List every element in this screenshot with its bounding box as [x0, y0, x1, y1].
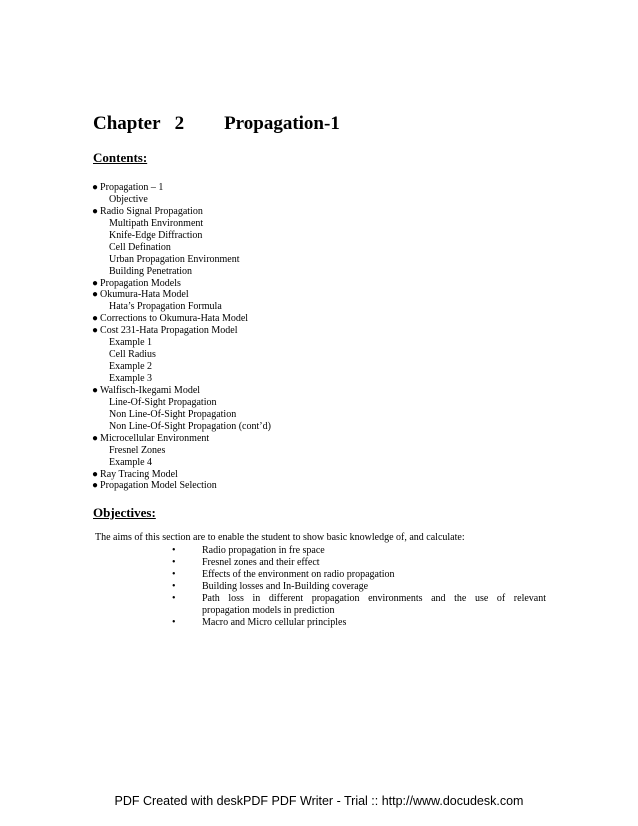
contents-item — [92, 421, 271, 433]
contents-item-label: Fresnel Zones — [109, 444, 166, 456]
contents-item-label: Example 1 — [109, 337, 153, 349]
contents-item-label: Propagation – 1 — [100, 182, 164, 193]
contents-item-label: Propagation Model Selection — [100, 480, 217, 492]
objective-text: Fresnel zones and their effect — [202, 557, 320, 568]
contents-item — [92, 242, 271, 254]
contents-item — [92, 433, 271, 445]
objective-text: Building losses and In-Building coverage — [202, 581, 369, 592]
contents-item-label: Microcellular Environment — [100, 432, 210, 444]
bullet-icon: ● — [92, 480, 99, 492]
contents-item-label: Okumura-Hata Model — [100, 289, 189, 301]
contents-item — [92, 254, 271, 266]
chapter-number: 2 — [174, 113, 185, 134]
contents-item-label: Cell Radius — [109, 349, 156, 361]
bullet-icon: • — [172, 545, 176, 556]
bullet-icon: ● — [92, 384, 99, 396]
objective-text — [202, 593, 546, 617]
chapter-title — [93, 113, 340, 135]
objective-text: Macro and Micro cellular principles — [202, 617, 347, 628]
bullet-icon: ● — [92, 313, 99, 325]
bullet-icon: • — [172, 581, 176, 592]
contents-item-label: Example 3 — [109, 373, 153, 384]
bullet-icon: ● — [92, 289, 99, 301]
chapter-label: Chapter — [93, 113, 161, 134]
contents-item — [92, 301, 271, 313]
objective-text: Radio propagation in fre space — [202, 545, 325, 556]
contents-item-label: Ray Tracing Model — [100, 468, 178, 480]
contents-item-label: Hata’s Propagation Formula — [109, 301, 222, 313]
bullet-icon: ● — [92, 325, 99, 337]
contents-item — [92, 194, 271, 206]
objectives-intro: The aims of this section are to enable the student to show basic knowledge of, and calculate: — [95, 532, 465, 543]
contents-item — [92, 289, 271, 301]
objective-item — [172, 593, 546, 617]
contents-item-label: Objective — [109, 193, 148, 205]
bullet-icon: ● — [92, 468, 99, 480]
bullet-icon: • — [172, 593, 176, 604]
objective-text: Effects of the environment on radio propagation — [202, 569, 395, 580]
contents-item-label: Line-Of-Sight Propagation — [109, 396, 217, 408]
contents-item — [92, 469, 271, 481]
objective-item — [172, 569, 546, 581]
contents-item-label: Radio Signal Propagation — [100, 205, 203, 217]
objective-text-line: propagation models in prediction — [202, 605, 335, 616]
objectives-heading: Objectives: — [93, 505, 156, 520]
contents-list — [92, 182, 271, 492]
bullet-icon: ● — [92, 205, 99, 217]
contents-item-label: Non Line-Of-Sight Propagation (cont’d) — [109, 420, 271, 432]
contents-item-label: Corrections to Okumura-Hata Model — [100, 313, 249, 325]
objective-item — [172, 581, 546, 593]
contents-item — [92, 445, 271, 457]
contents-item — [92, 313, 271, 325]
contents-item — [92, 182, 271, 194]
contents-item — [92, 278, 271, 290]
contents-item-label: Cell Defination — [109, 241, 171, 253]
objective-text-line: Path loss in different propagation environments and the use of relevant — [202, 593, 546, 604]
contents-item — [92, 266, 271, 278]
contents-item-label: Knife-Edge Diffraction — [109, 229, 203, 241]
bullet-icon: • — [172, 617, 176, 628]
contents-item-label: Non Line-Of-Sight Propagation — [109, 408, 237, 420]
contents-item-label: Cost 231-Hata Propagation Model — [100, 325, 238, 337]
contents-item — [92, 409, 271, 421]
contents-item — [92, 325, 271, 337]
contents-item — [92, 457, 271, 469]
contents-item-label: Walfisch-Ikegami Model — [100, 384, 201, 396]
contents-item — [92, 349, 271, 361]
contents-item — [92, 480, 271, 492]
objective-item — [172, 545, 546, 557]
contents-item-label: Example 2 — [109, 361, 153, 373]
contents-item — [92, 397, 271, 409]
contents-item-label: Propagation Models — [100, 277, 181, 289]
contents-item — [92, 385, 271, 397]
objective-item — [172, 617, 546, 629]
contents-item — [92, 373, 271, 385]
bullet-icon: ● — [92, 182, 99, 193]
objective-item — [172, 557, 546, 569]
contents-item-label: Multipath Environment — [109, 217, 204, 229]
bullet-icon: • — [172, 557, 176, 568]
contents-item-label: Building Penetration — [109, 265, 193, 277]
bullet-icon: ● — [92, 277, 99, 289]
contents-item — [92, 230, 271, 242]
contents-heading: Contents: — [93, 150, 148, 165]
contents-item — [92, 206, 271, 218]
contents-item — [92, 337, 271, 349]
chapter-name: Propagation-1 — [224, 113, 340, 134]
objectives-list — [172, 545, 546, 629]
bullet-icon: • — [172, 569, 176, 580]
contents-item-label: Urban Propagation Environment — [109, 253, 240, 265]
contents-item-label: Example 4 — [109, 456, 153, 468]
pdf-watermark-footer: PDF Created with deskPDF PDF Writer - Trial :: http://www.docudesk.com — [114, 794, 524, 808]
bullet-icon: ● — [92, 432, 99, 444]
contents-item — [92, 218, 271, 230]
contents-item — [92, 361, 271, 373]
